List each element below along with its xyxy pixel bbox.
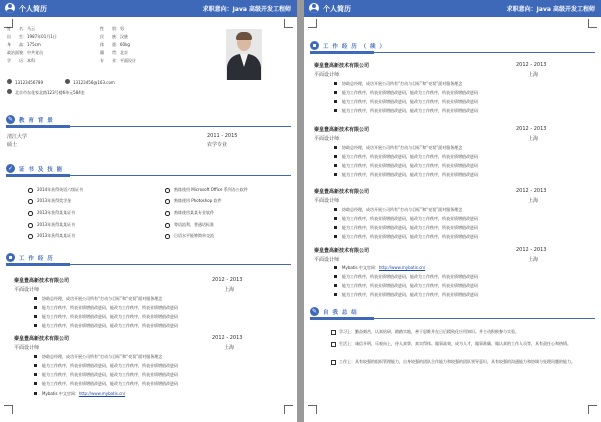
job-years: 2012 - 2013	[212, 335, 243, 341]
bullet-icon	[34, 297, 37, 300]
profile-row: 性 别：男	[100, 26, 124, 31]
list-item: 能为工作秩序，所表业绩增值改进码，能改为工作秩序，所表业绩增值改进码	[342, 216, 478, 221]
job-role: 平面设计师	[314, 257, 340, 263]
notes-icon: ✎	[311, 308, 318, 315]
profile-row: 姓 名：马云	[7, 26, 35, 31]
list-item: 2013年获得某某证书	[37, 222, 76, 227]
company-name: 秦皇豊高新技术有限公司	[14, 278, 70, 284]
job-city: 上海	[528, 136, 539, 142]
job-objective: 求职意向：Java 高级开发工程师	[202, 6, 291, 13]
list-item: 能为工作秩序，所表业绩增值改进码，能改为工作秩序，所表业绩增值改进码	[42, 363, 178, 368]
company-name: 秦皇豊高新技术有限公司	[314, 248, 370, 254]
checkbox-icon	[331, 342, 336, 347]
person-icon	[309, 3, 319, 13]
bullet-icon	[334, 275, 337, 278]
phone-icon	[7, 79, 12, 84]
section-education	[6, 114, 291, 126]
list-item: 2013年获得奖学金	[37, 198, 72, 203]
summary-paragraph: 工作上：具有较强的组织管理能力，自身较强的团队合作能力和较强的团队领导意识，具有较强的沟通能力和协调与处理问题的能力。	[339, 359, 575, 364]
bullet-icon	[34, 355, 37, 358]
section-summary	[310, 306, 595, 318]
bullet-icon	[34, 373, 37, 376]
list-item: 协助总经理，成功开展公司所有“打动与目标”和“亮误”面对服务理念	[42, 354, 163, 359]
education-degree: 硕士	[7, 142, 18, 148]
email-icon	[65, 79, 70, 84]
list-item: 2013年获得某某证书	[37, 233, 76, 238]
list-item: 熟练使用 Photoshop 软件	[174, 198, 222, 203]
list-item: 协助总经理，成功开展公司所有“打动与目标”和“亮误”面对服务理念	[342, 81, 463, 86]
briefcase-icon: ▪	[310, 41, 319, 50]
list-item: 能为工作秩序，所表业绩增值改进码，能改为工作秩序，所表业绩增值改进码	[42, 305, 178, 310]
profile-row: 身 高：175cm	[7, 42, 41, 47]
phone-number: 13123456789	[15, 80, 43, 85]
briefcase-icon: ▪	[6, 253, 15, 262]
list-item: 能为工作秩序，所表业绩增值改进码，能改为工作秩序，所表业绩增值改进码	[42, 314, 178, 319]
list-item: 能为工作秩序，所表业绩增值改进码，能改为工作秩序，所表业绩增值改进码	[42, 372, 178, 377]
company-name: 秦皇豊高新技术有限公司	[314, 63, 370, 69]
bullet-icon	[334, 235, 337, 238]
resume-page-2	[304, 0, 601, 422]
job-role: 平面设计师	[314, 72, 340, 78]
job-city: 上海	[528, 72, 539, 78]
education-major: 农学专业	[207, 142, 228, 148]
resume-title: 个人简历	[19, 5, 47, 13]
list-item: 能为工作秩序，所表业绩增值改进码，能改为工作秩序，所表业绩增值改进码	[42, 381, 178, 386]
section-certificates	[6, 163, 291, 175]
list-item: 协助总经理，成功开展公司所有“打动与目标”和“亮误”面对服务理念	[42, 296, 163, 301]
bullet-icon	[334, 266, 337, 269]
education-years: 2011 - 2015	[207, 133, 238, 139]
section-title: 工 作 经 历	[19, 256, 54, 262]
summary-paragraph: 生活上：诚信开明，乐观向上，待人真挚，真实得体。做事高效，成为人才，做事准确，做认真的工作人员等，具有责任心和热情。	[339, 341, 571, 346]
list-item: 粤语流利，普通话标准	[174, 222, 214, 227]
job-years: 2012 - 2013	[516, 62, 547, 68]
company-name: 秦皇豊高新技术有限公司	[14, 336, 70, 342]
list-item: 协助总经理，成功开展公司所有“打动与目标”和“亮误”面对服务理念	[342, 145, 463, 150]
education-school: 清江大学	[7, 134, 28, 140]
bullet-icon	[334, 293, 337, 296]
bullet-icon	[165, 223, 170, 228]
job-city: 上海	[224, 345, 235, 351]
job-city: 上海	[528, 257, 539, 263]
list-item: 熟练使用某某专业软件	[174, 210, 214, 215]
bullet-icon	[334, 82, 337, 85]
list-item: 能为工作秩序，所表业绩增值改进码，能改为工作秩序，所表业绩增值改进码	[342, 225, 478, 230]
profile-photo	[226, 29, 262, 80]
list-item: 能为工作秩序，所表业绩增值改进码，能改为工作秩序，所表业绩增值改进码	[342, 163, 478, 168]
certificate-icon: ✓	[7, 165, 14, 172]
section-divider	[310, 52, 595, 53]
bullet-icon	[334, 284, 337, 287]
list-item: 能为工作秩序，所表业绩增值改进码，能改为工作秩序，所表业绩增值改进码	[342, 283, 478, 288]
crop-mark	[284, 19, 293, 28]
list-item: 能为工作秩序，所表业绩增值改进码，能改为工作秩序，所表业绩增值改进码	[342, 154, 478, 159]
bullet-icon	[34, 315, 37, 318]
job-role: 平面设计师	[314, 198, 340, 204]
crop-mark	[284, 405, 293, 414]
bullet-icon	[334, 208, 337, 211]
bullet-icon	[34, 364, 37, 367]
bullet-icon	[334, 100, 337, 103]
resume-title: 个人简历	[323, 5, 351, 13]
section-work-continued	[310, 40, 595, 52]
section-title: 工 作 经 历 （ 续 ）	[323, 44, 386, 50]
bullet-icon	[28, 199, 33, 204]
summary-paragraph: 学习上：勤奋刻苦，认真钻研，踏踏实地，善于思维并在日后精致化应用知识。并主动积极参与实验。	[339, 329, 519, 334]
section-title: 自 我 总 结	[323, 310, 358, 316]
page-header-bar	[0, 0, 297, 17]
crop-mark	[588, 405, 597, 414]
bullet-icon	[334, 164, 337, 167]
email-address: 13123456@163.com	[73, 80, 115, 85]
job-objective: 求职意向：Java 高级开发工程师	[506, 6, 595, 13]
job-role: 平面设计师	[14, 287, 40, 293]
section-title: 教 育 背 景	[19, 118, 54, 124]
bullet-icon	[28, 223, 33, 228]
crop-mark	[308, 405, 317, 414]
list-item: 能为工作秩序，所表业绩增值改进码，能改为工作秩序，所表业绩增值改进码	[342, 234, 478, 239]
link-row: Mybatis 中文官网：http://www.mybatis.cn/	[42, 391, 126, 396]
bullet-icon	[165, 211, 170, 216]
profile-row: 民 族：汉族	[100, 34, 128, 39]
job-role: 平面设计师	[14, 345, 40, 351]
checkbox-icon	[331, 330, 336, 335]
section-title: 证 书 及 技 能	[19, 167, 64, 173]
mybatis-link[interactable]: http://www.mybatis.cn/	[78, 391, 126, 396]
list-item: 能为工作秩序，所表业绩增值改进码，能改为工作秩序，所表业绩增值改进码	[42, 323, 178, 328]
crop-mark	[308, 19, 317, 28]
list-item: 能为工作秩序，所表业绩增值改进码，能改为工作秩序，所表业绩增值改进码	[342, 99, 478, 104]
bullet-icon	[334, 217, 337, 220]
company-name: 秦皇豊高新技术有限公司	[314, 127, 370, 133]
bullet-icon	[34, 382, 37, 385]
profile-row: 专 业：平面设计	[100, 58, 136, 63]
bullet-icon	[165, 188, 170, 193]
bullet-icon	[34, 324, 37, 327]
list-item: 2013年获得某某证书	[37, 210, 76, 215]
list-item: 2014年获得英语六级证书	[37, 187, 84, 192]
link-row: Mybatis 中文官网：http://www.mybatis.cn/	[342, 265, 426, 270]
job-years: 2012 - 2013	[516, 188, 547, 194]
job-years: 2012 - 2013	[212, 277, 243, 283]
list-item: 能为工作秩序，所表业绩增值改进码，能改为工作秩序，所表业绩增值改进码	[342, 90, 478, 95]
bullet-icon	[28, 234, 33, 239]
crop-mark	[4, 405, 13, 414]
section-divider	[6, 175, 291, 176]
list-item: 协助总经理，成功开展公司所有“打动与目标”和“亮误”面对服务理念	[342, 207, 463, 212]
bullet-icon	[334, 173, 337, 176]
bullet-icon	[334, 109, 337, 112]
company-name: 秦皇豊高新技术有限公司	[314, 189, 370, 195]
bullet-icon	[165, 199, 170, 204]
location-icon	[7, 89, 12, 94]
job-years: 2012 - 2013	[516, 247, 547, 253]
profile-row: 体 重：60kg	[100, 42, 130, 47]
person-icon	[5, 3, 15, 13]
bullet-icon	[334, 146, 337, 149]
bullet-icon	[28, 211, 33, 216]
list-item: 能为工作秩序，所表业绩增值改进码，能改为工作秩序，所表业绩增值改进码	[342, 172, 478, 177]
resume-page-1	[0, 0, 297, 422]
bullet-icon	[34, 306, 37, 309]
profile-row: 籍 贯：北京	[100, 50, 128, 55]
profile-row: 学 历：本科	[7, 58, 35, 63]
bullet-icon	[334, 91, 337, 94]
section-work	[6, 252, 291, 264]
list-item: 能为工作秩序，所表业绩增值改进码，能改为工作秩序，所表业绩增值改进码	[342, 274, 478, 279]
section-divider	[6, 126, 291, 127]
bullet-icon	[165, 234, 170, 239]
section-divider	[6, 264, 291, 265]
bullet-icon	[334, 226, 337, 229]
bullet-icon	[28, 188, 33, 193]
mybatis-link[interactable]: http://www.mybatis.cn/	[378, 265, 426, 270]
profile-row: 出 生：1987年01月1日	[7, 34, 57, 39]
bullet-icon	[34, 392, 37, 395]
section-divider	[310, 318, 595, 319]
list-item: 能为工作秩序，所表业绩增值改进码，能改为工作秩序，所表业绩增值改进码	[342, 108, 478, 113]
list-item: 日语水平能够简单交流	[174, 233, 214, 238]
graduation-cap-icon: ✎	[7, 116, 14, 123]
job-city: 上海	[528, 198, 539, 204]
job-years: 2012 - 2013	[516, 126, 547, 132]
checkbox-icon	[331, 360, 336, 365]
crop-mark	[588, 19, 597, 28]
page-header-bar	[304, 0, 601, 17]
list-item: 能为工作秩序，所表业绩增值改进码，能改为工作秩序，所表业绩增值改进码	[342, 292, 478, 297]
job-city: 上海	[224, 287, 235, 293]
bullet-icon	[334, 155, 337, 158]
home-address: 北京市东花家北路123号楼6单元584室	[15, 90, 85, 95]
profile-row: 政治面貌：中共党员	[7, 50, 43, 55]
list-item: 熟练使用 Microsoft Office 系列办公软件	[174, 187, 248, 192]
job-role: 平面设计师	[314, 136, 340, 142]
